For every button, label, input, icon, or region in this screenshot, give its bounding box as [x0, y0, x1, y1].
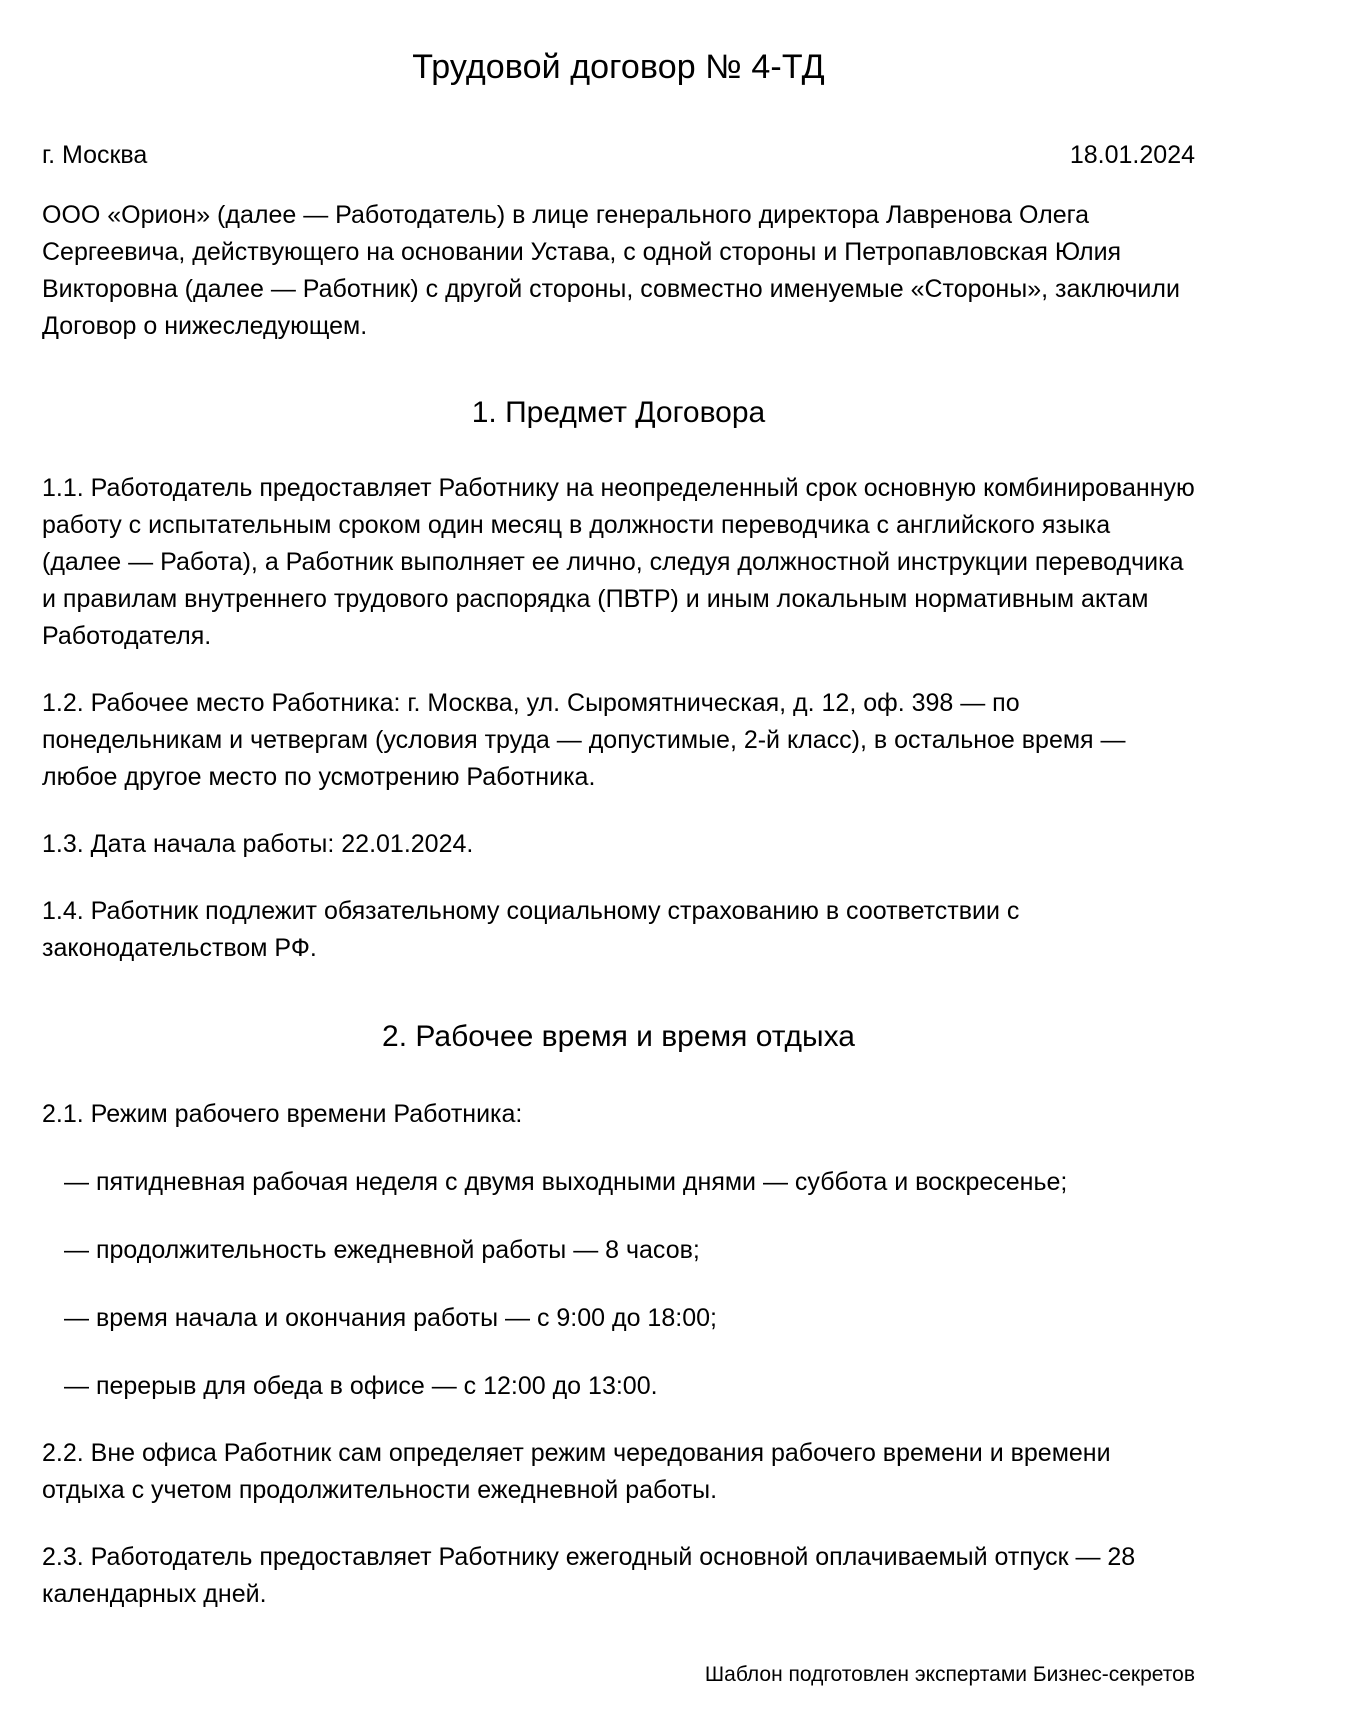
list-item: — пятидневная рабочая неделя с двумя выходными днями — суббота и воскресенье;: [64, 1167, 1068, 1196]
clause-2-2: 2.2. Вне офиса Работник сам определяет режим чередования рабочего времени и времени отдыха с учетом продолжительности ежедневной работы.: [42, 1438, 1111, 1504]
document-city: г. Москва: [42, 140, 148, 169]
clause-1-1: 1.1. Работодатель предоставляет Работнику на неопределенный срок основную комбинированную работу с испытательным сроком один месяц в должности переводчика с английского языка (далее — Работа), а Работник выполняет ее лично, следуя должностной инструкции переводчика и правилам внутреннего трудового распорядка (ПВТР) и иным локальным нормативным актам Работодателя.: [42, 473, 1195, 650]
clause-2-3: 2.3. Работодатель предоставляет Работнику ежегодный основной оплачиваемый отпуск — 28 календарных дней.: [42, 1542, 1136, 1608]
page-title: Трудовой договор № 4-ТД: [412, 48, 825, 86]
work-schedule-list: [42, 1164, 1195, 1405]
clause-1-2: 1.2. Рабочее место Работника: г. Москва, ул. Сыромятническая, д. 12, оф. 398 — по понедельникам и четвергам (условия труда — допустимые, 2-й класс), в остальное время — любое другое место по усмотрению Работника.: [42, 688, 1126, 791]
clause-1-4: 1.4. Работник подлежит обязательному социальному страхованию в соответствии с законодательством РФ.: [42, 896, 1020, 962]
footer-note: Шаблон подготовлен экспертами Бизнес-секретов: [704, 1662, 1195, 1686]
clause-2-1: 2.1. Режим рабочего времени Работника:: [42, 1099, 523, 1128]
document-date: 18.01.2024: [1069, 140, 1195, 169]
list-item: — время начала и окончания работы — с 9:00 до 18:00;: [64, 1303, 717, 1332]
list-item: — перерыв для обеда в офисе — с 12:00 до 13:00.: [64, 1371, 658, 1400]
document-preamble: ООО «Орион» (далее — Работодатель) в лице генерального директора Лавренова Олега Сергеевича, действующего на основании Устава, с одной стороны и Петропавловская Юлия Викторовна (далее — Работник) с другой стороны, совместно именуемые «Стороны», заключили Договор о нижеследующем.: [42, 200, 1180, 340]
section-1-heading: 1. Предмет Договора: [471, 395, 766, 429]
list-item: — продолжительность ежедневной работы — 8 часов;: [64, 1235, 700, 1264]
section-2-heading: 2. Рабочее время и время отдыха: [382, 1019, 855, 1053]
document-meta-row: [42, 137, 1195, 173]
clause-1-3: 1.3. Дата начала работы: 22.01.2024.: [42, 829, 474, 858]
